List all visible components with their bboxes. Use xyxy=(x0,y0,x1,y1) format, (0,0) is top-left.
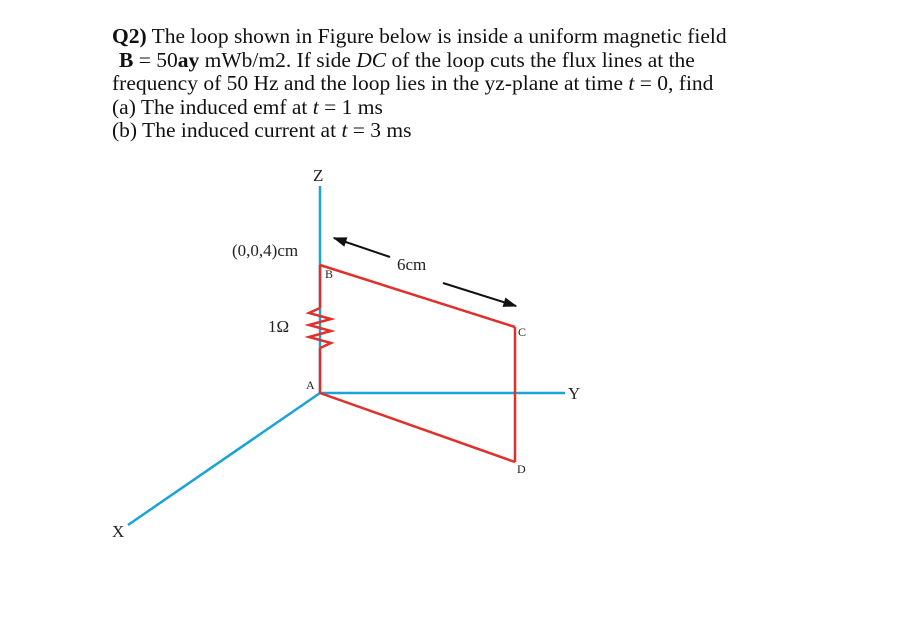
vertex-a-label: A xyxy=(306,378,315,392)
question-number: Q2) xyxy=(112,24,147,48)
dimension-label: 6cm xyxy=(397,255,427,274)
part-b: (b) The induced current at t = 3 ms xyxy=(112,118,412,142)
dimension-arrow-left xyxy=(334,238,390,257)
vertex-d-label: D xyxy=(517,462,526,476)
field-symbol: B xyxy=(119,47,134,72)
vertex-b-label: B xyxy=(325,267,334,281)
z-axis-label: Z xyxy=(313,166,324,185)
loop-bottom-side xyxy=(320,393,515,462)
side-label: DC xyxy=(356,47,387,72)
x-axis xyxy=(128,393,320,525)
question-line-1: Q2) The loop shown in Figure below is inside a uniform magnetic field xyxy=(112,24,727,48)
dimension-arrow-right xyxy=(443,283,516,306)
x-axis-label: X xyxy=(112,522,125,541)
resistor-label: 1Ω xyxy=(268,317,290,336)
point-label: (0,0,4)cm xyxy=(232,241,299,260)
question-line-3: frequency of 50 Hz and the loop lies in the yz-plane at time t = 0, find xyxy=(112,71,714,95)
question-line-2: B = 50ay mWb/m2. If side DC of the loop cuts the flux lines at the xyxy=(119,47,695,72)
field-direction: ay xyxy=(177,47,200,72)
part-a: (a) The induced emf at t = 1 ms xyxy=(112,94,383,119)
y-axis-label: Y xyxy=(568,384,581,403)
vertex-c-label: C xyxy=(518,325,527,339)
